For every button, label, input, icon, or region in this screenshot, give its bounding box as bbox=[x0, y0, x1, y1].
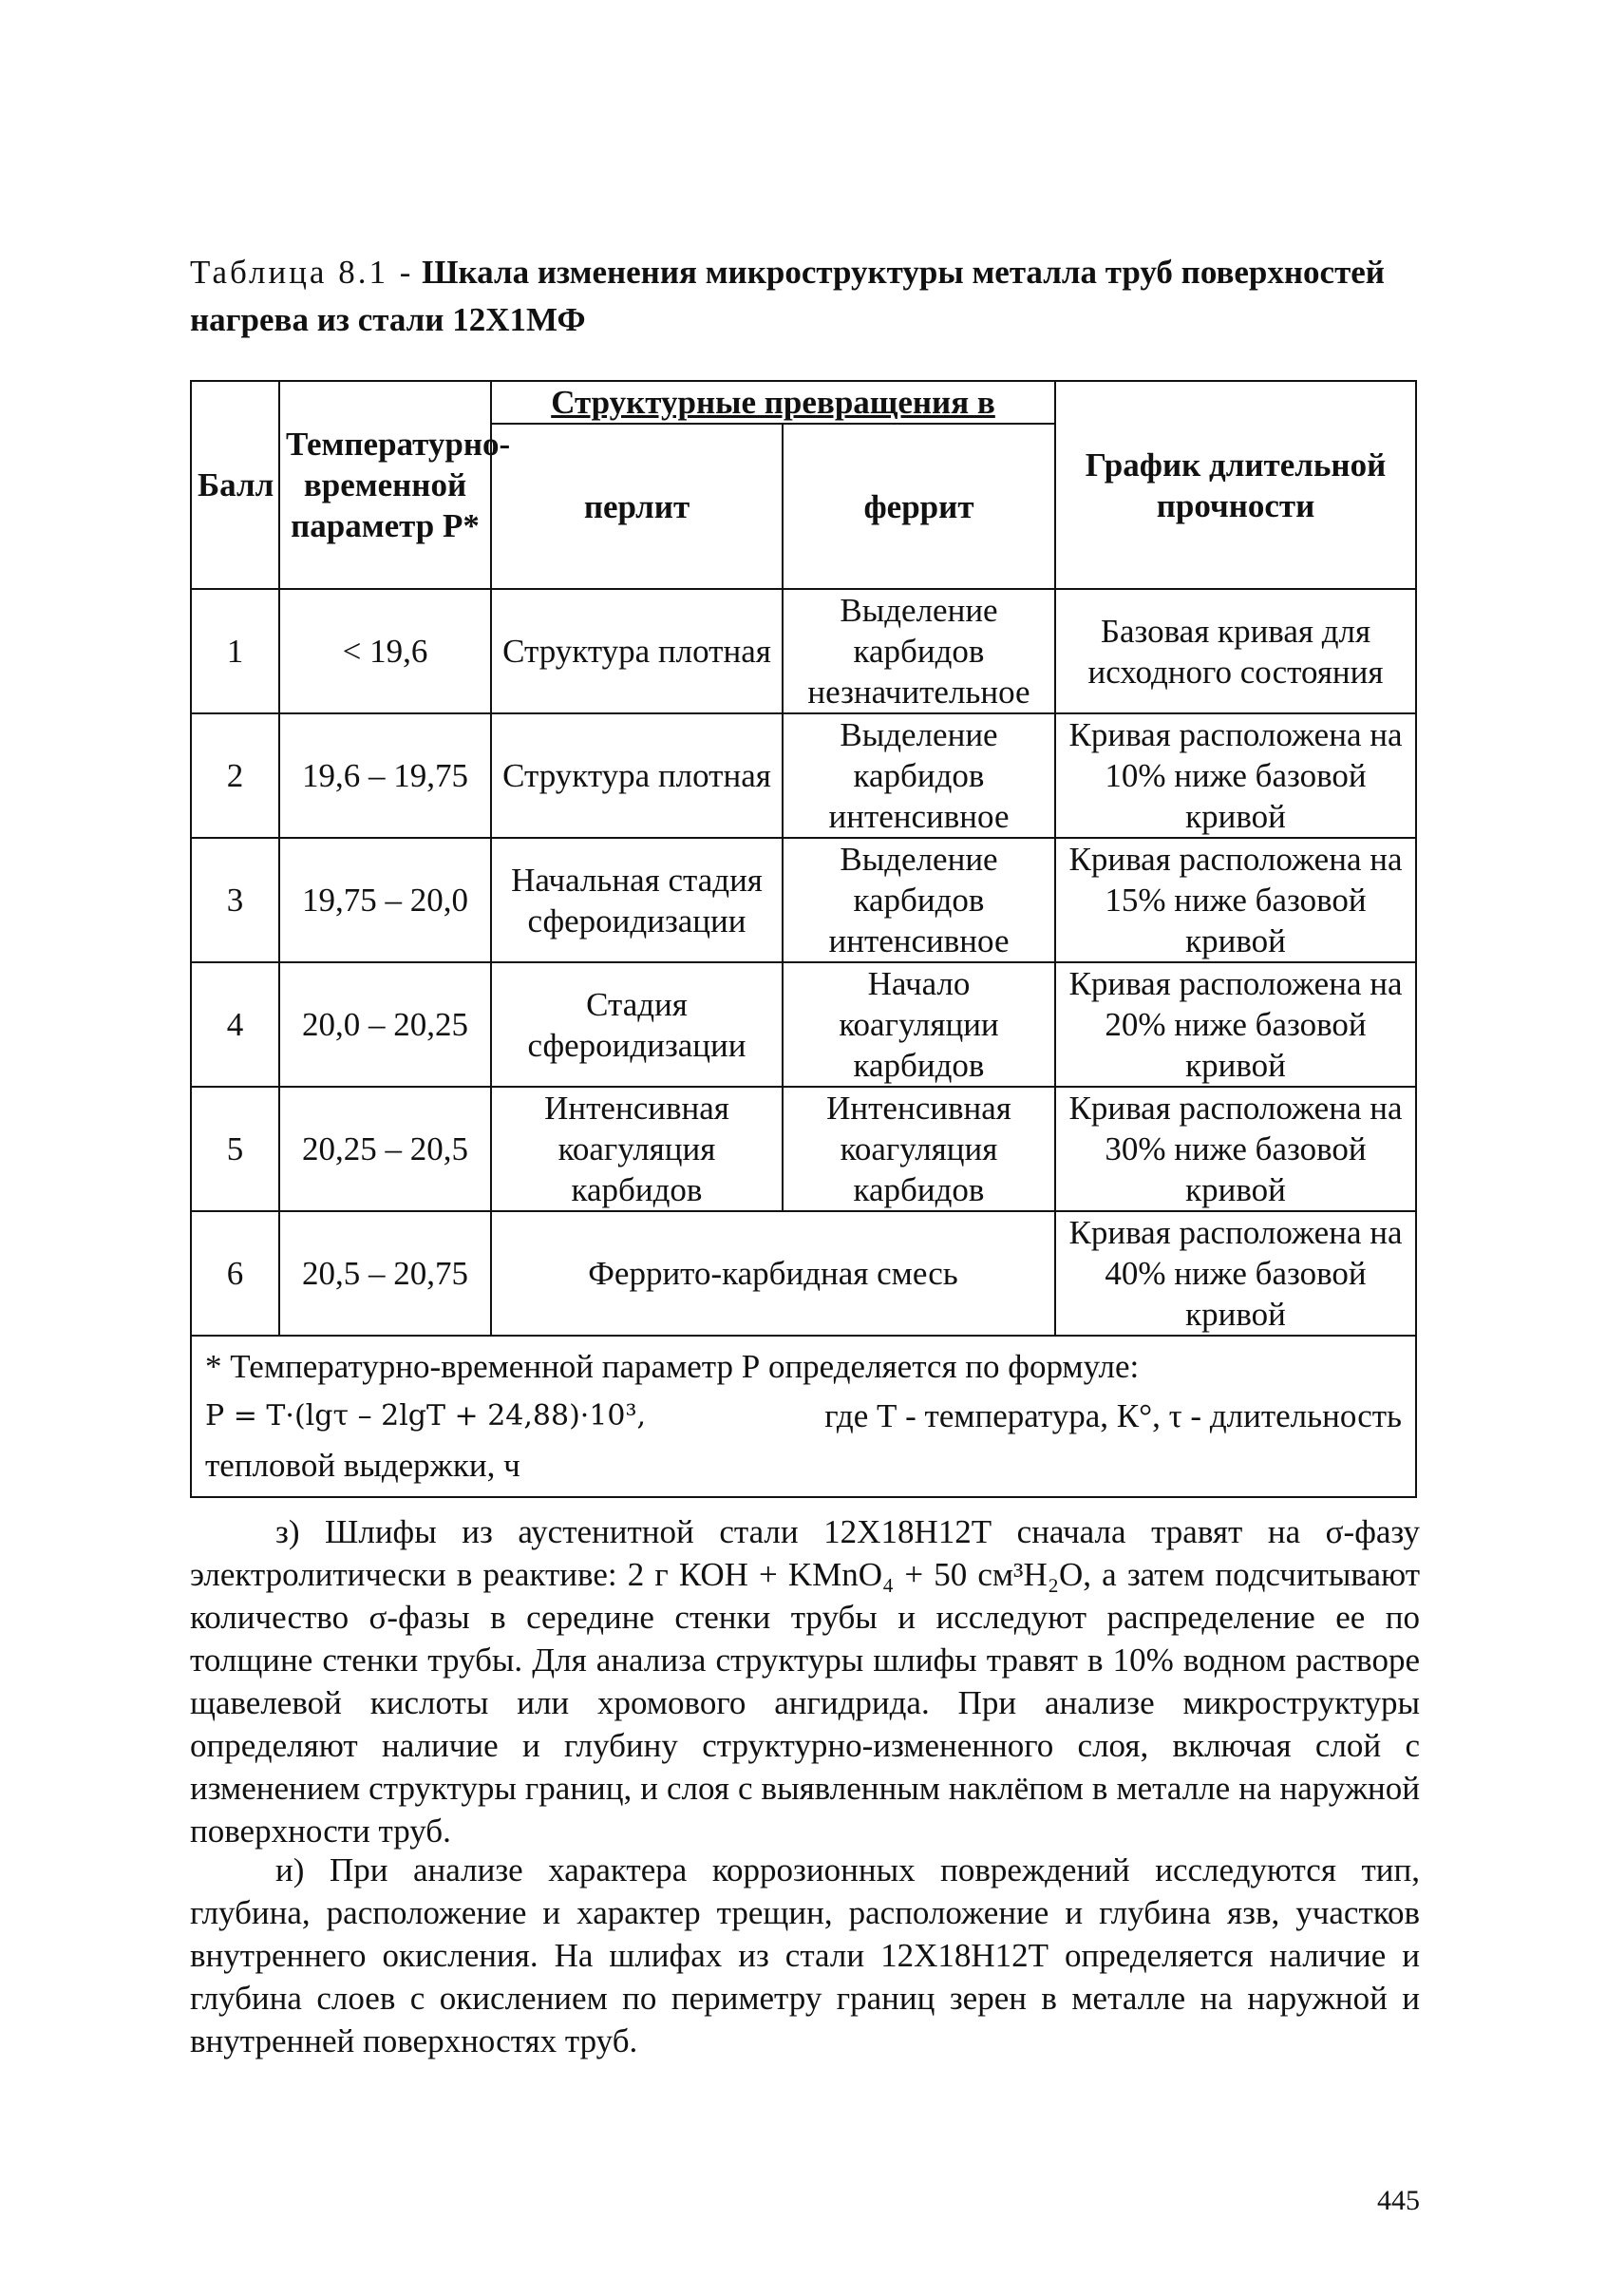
cell-perlite: Структура плотная bbox=[491, 713, 783, 838]
paragraph-i bbox=[190, 1849, 1420, 2062]
paragraph-text: з) Шлифы из аустенитной стали 12Х18Н12Т сначала травят на σ-фазу электролитически в реактиве: 2 г КОН + KMnO₄ + 50 см³H₂O, а затем подсчитывают количество σ-фазы в середине стенки трубы и исследуют распределение ее по толщине стенки трубы. Для анализа структуры шлифы травят в 10% водном растворе щавелевой кислоты или хромового ангидрида. При анализе микроструктуры определяют наличие и глубину структурно-измененного слоя, включая слой с изменением структуры границ, и слоя с выявленным наклёпом в металле на наружной поверхности труб. bbox=[190, 1513, 1420, 1850]
page-number: 445 bbox=[1377, 2185, 1420, 2216]
cell-ferrite: Выделение карбидов интенсивное bbox=[783, 713, 1055, 838]
cell-param: 20,5 – 20,75 bbox=[279, 1211, 491, 1336]
cell-ferrite: Выделение карбидов незначительное bbox=[783, 589, 1055, 713]
header-ferrite: феррит bbox=[783, 424, 1055, 589]
paragraph-text: и) При анализе характера коррозионных повреждений исследуются тип, глубина, расположение и характер трещин, расположение и глубина язв, участков внутреннего окисления. На шлифах из стали 12Х18Н12Т определяется наличие и глубина слоев с окислением по периметру границ зерен в металле на наружной и внутренней поверхностях труб. bbox=[190, 1851, 1420, 2059]
table-row bbox=[191, 838, 1416, 962]
cell-param: 19,75 – 20,0 bbox=[279, 838, 491, 962]
header-ball: Балл bbox=[191, 381, 279, 589]
cell-perlite: Структура плотная bbox=[491, 589, 783, 713]
cell-ball: 3 bbox=[191, 838, 279, 962]
header-chart: График длительной прочности bbox=[1055, 381, 1416, 589]
microstructure-scale-table bbox=[190, 380, 1417, 1498]
table-row bbox=[191, 713, 1416, 838]
cell-chart: Базовая кривая для исходного состояния bbox=[1055, 589, 1416, 713]
cell-perlite: Стадия сфероидизации bbox=[491, 962, 783, 1087]
cell-ball: 6 bbox=[191, 1211, 279, 1336]
cell-chart: Кривая расположена на 15% ниже базовой кривой bbox=[1055, 838, 1416, 962]
footnote-line-3: тепловой выдержки, ч bbox=[205, 1447, 520, 1484]
cell-param: < 19,6 bbox=[279, 589, 491, 713]
table-row bbox=[191, 589, 1416, 713]
cell-ferrite: Начало коагуляции карбидов bbox=[783, 962, 1055, 1087]
table-caption bbox=[190, 249, 1415, 344]
header-temp-param: Температурно-временной параметр Р* bbox=[279, 381, 491, 589]
table-footnote bbox=[191, 1336, 1416, 1497]
cell-ferrite: Выделение карбидов интенсивное bbox=[783, 838, 1055, 962]
header-structural-group: Структурные превращения в bbox=[491, 381, 1055, 424]
cell-param: 20,0 – 20,25 bbox=[279, 962, 491, 1087]
formula-where: где Т - температура, К°, τ - длительность bbox=[824, 1397, 1402, 1434]
table-row bbox=[191, 962, 1416, 1087]
cell-param: 19,6 – 19,75 bbox=[279, 713, 491, 838]
cell-param: 20,25 – 20,5 bbox=[279, 1087, 491, 1211]
caption-prefix: Таблица 8.1 - bbox=[190, 254, 414, 291]
cell-perlite: Интенсивная коагуляция карбидов bbox=[491, 1087, 783, 1211]
cell-chart: Кривая расположена на 20% ниже базовой кривой bbox=[1055, 962, 1416, 1087]
table-row bbox=[191, 1087, 1416, 1211]
caption-title: Шкала изменения микроструктуры металла труб поверхностей нагрева из стали 12Х1МФ bbox=[190, 254, 1385, 338]
cell-ball: 1 bbox=[191, 589, 279, 713]
cell-merged-mixture: Феррито-карбидная смесь bbox=[491, 1211, 1055, 1336]
cell-ferrite: Интенсивная коагуляция карбидов bbox=[783, 1087, 1055, 1211]
cell-ball: 4 bbox=[191, 962, 279, 1087]
table-row bbox=[191, 1211, 1416, 1336]
formula: P = T·(lgτ – 2lgT + 24,88)·10³, bbox=[205, 1399, 647, 1433]
cell-chart: Кривая расположена на 10% ниже базовой кривой bbox=[1055, 713, 1416, 838]
cell-ball: 5 bbox=[191, 1087, 279, 1211]
cell-ball: 2 bbox=[191, 713, 279, 838]
footnote-line-1: * Температурно-временной параметр Р определяется по формуле: bbox=[205, 1348, 1140, 1385]
header-perlite: перлит bbox=[491, 424, 783, 589]
paragraph-z bbox=[190, 1510, 1420, 1852]
cell-chart: Кривая расположена на 40% ниже базовой кривой bbox=[1055, 1211, 1416, 1336]
cell-chart: Кривая расположена на 30% ниже базовой кривой bbox=[1055, 1087, 1416, 1211]
cell-perlite: Начальная стадия сфероидизации bbox=[491, 838, 783, 962]
